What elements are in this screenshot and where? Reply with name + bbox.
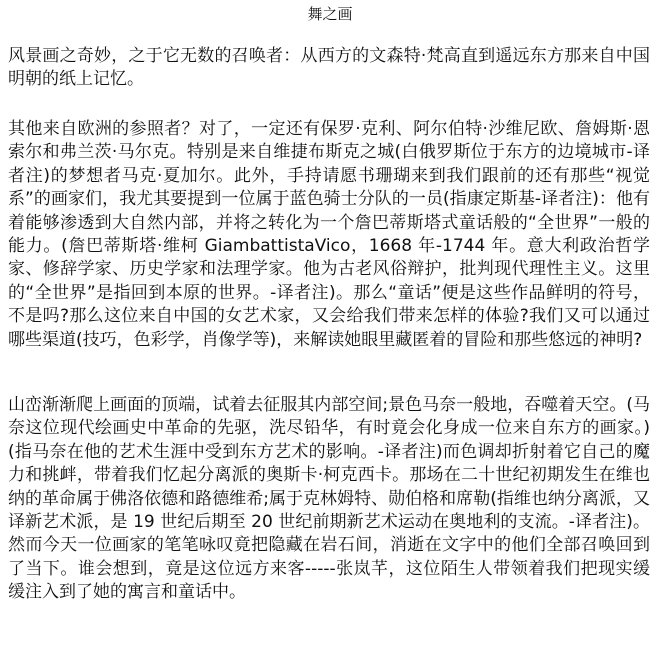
paragraph-european-references: 其他来自欧洲的参照者？对了，一定还有保罗·克利、阿尔伯特·沙维尼欧、詹姆斯·恩索尔和弗兰茨·马尔克。特别是来自维捷布斯克之城(白俄罗斯位于东方的边境城市-译者注)的梦想者马克·夏加尔。此外，手持请愿书珊瑚来到我们跟前的还有那些“视觉系”的画家们，我尤其要提到一位属于蓝色骑士分队的一员(指康定斯基-译者注)：他有着能够渗透到大自然内部，并将之转化为一个詹巴蒂斯塔式童话般的“全世界”一般的能力。(詹巴蒂斯塔·维柯 GiambattistaVico，1668 年-1744 年。意大利政治哲学家、修辞学家、历史学家和法理学家。他为古老风俗辩护，批判现代理性主义。这里的“全世界”是指回到本原的世界。-译者注)。那么“童话”便是这些作品鲜明的符号，不是吗?那么这位来自中国的女艺术家，又会给我们带来怎样的体验?我们又可以通过哪些渠道(技巧，色彩学，肖像学等)，来解读她眼里藏匿着的冒险和那些悠远的神明? — [8, 119, 650, 350]
document-title: 舞之画 — [307, 5, 353, 23]
paragraph-mountains: 山峦渐渐爬上画面的顶端，试着去征服其内部空间;景色马奈一般地，吞噬着天空。(马奈这位现代绘画史中革命的先驱，洗尽铅华，有时竟会化身成一位来自东方的画家。)(指马奈在他的艺术生涯中受到东方艺术的影响。-译者注)而色调却折射着它自己的魔力和挑衅，带着我们忆起分离派的奥斯卡·柯克西卡。那场在二十世纪初期发生在维也纳的革命属于佛洛依德和路德维希;属于克林姆特、勋伯格和席勒(指维也纳分离派，又译新艺术派，是 19 世纪后期至 20 世纪前期新艺术运动在奥地利的支流。-译者注)。 然而今天一位画家的笔笔咏叹竟把隐藏在岩石间，消逝在文字中的他们全部召唤回到了当下。谁会想到，竟是这位远方来客-----张岚芊，这位陌生人带领着我们把现实缓缓注入到了她的寓言和童话中。 — [8, 395, 650, 603]
paragraph-intro: 风景画之奇妙，之于它无数的召唤者：从西方的文森特·梵高直到遥远东方那来自中国明朝的纸上记忆。 — [8, 46, 650, 90]
